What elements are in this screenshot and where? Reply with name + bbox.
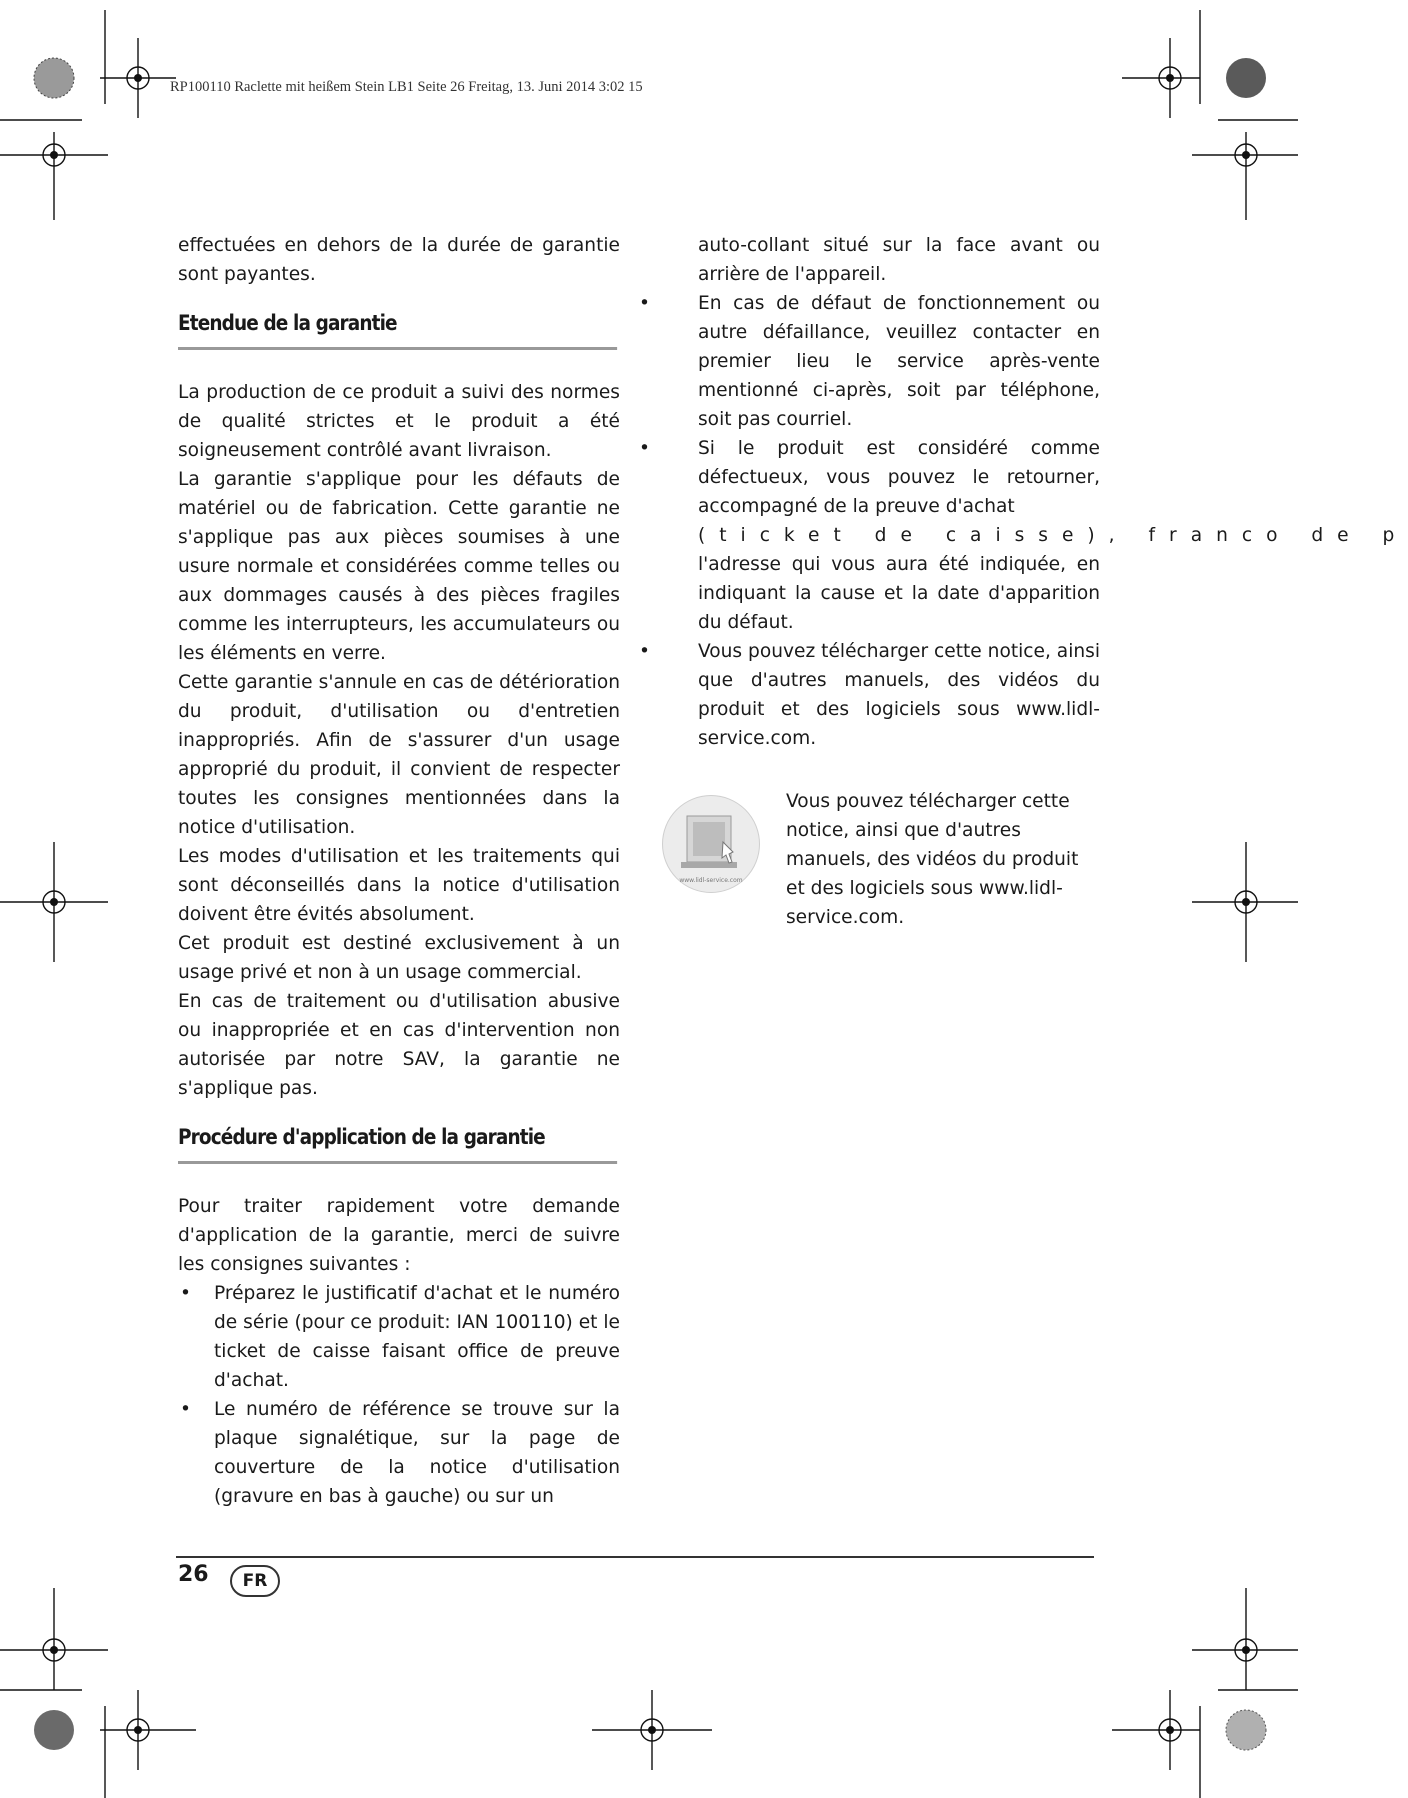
paragraph: En cas de traitement ou d'utilisation abusive ou inappropriée et en cas d'intervention non autorisée par notre SAV, la garantie ne s'applique pas. <box>178 991 620 1099</box>
tip-text: Vous pouvez télécharger cette notice, ainsi que d'autres manuels, des vidéos du produit et des logiciels sous www.lidl-service.com. <box>786 791 1079 928</box>
bullet2-start: Si le produit est considéré comme défectueux, vous pouvez le retourner, accompagné de la preuve d'achat <box>698 438 1100 517</box>
section-heading-procedure: Procédure d'application de la garantie <box>178 1123 618 1164</box>
section-heading-scope: Etendue de la garantie <box>178 309 618 350</box>
paragraph: Cet produit est destiné exclusivement à un usage privé et non à un usage commercial. <box>178 933 620 983</box>
bullet2-end: l'adresse qui vous aura été indiquée, en indiquant la cause et la date d'apparition du défaut. <box>698 554 1100 633</box>
bullet2-overflow-line: (ticket de caisse), franco de p <box>698 525 1408 546</box>
right-column <box>662 231 1408 753</box>
download-info-icon <box>662 795 760 893</box>
list-item <box>662 434 1408 637</box>
list-item: • Le numéro de référence se trouve sur la plaque signalétique, sur la page de couverture de la notice d'utilisation (gravure en bas à gauche) ou sur un <box>178 1395 620 1511</box>
procedure-list <box>178 1279 620 1511</box>
list-item: • Préparez le justificatif d'achat et le numéro de série (pour ce produit: IAN 100110) et le ticket de caisse faisant office de preuve d'achat. <box>178 1279 620 1395</box>
tip-icon-caption: www.lidl-service.com <box>679 877 743 884</box>
download-tip <box>662 787 1102 937</box>
print-slug: RP100110 Raclette mit heißem Stein LB1 Seite 26 Freitag, 13. Juni 2014 3:02 15 <box>170 79 643 95</box>
procedure-intro: Pour traiter rapidement votre demande d'application de la garantie, merci de suivre les consignes suivantes : <box>178 1196 620 1275</box>
right-list <box>662 289 1408 753</box>
intro-text: effectuées en dehors de la durée de garantie sont payantes. <box>178 235 620 285</box>
left-column <box>178 231 620 1511</box>
paragraph: La garantie s'applique pour les défauts de matériel ou de fabrication. Cette garantie ne s'applique pas aux pièces soumises à une usure normale et considérées comme telles ou aux dommages causés à des pièces fragiles comme les interrupteurs, les accumulateurs ou les éléments en verre. <box>178 469 620 664</box>
paragraph: La production de ce produit a suivi des normes de qualité strictes et le produit a été soigneusement contrôlé avant livraison. <box>178 382 620 461</box>
language-badge: FR <box>230 1565 280 1597</box>
continuation-text: auto-collant situé sur la face avant ou arrière de l'appareil. <box>698 235 1100 285</box>
paragraph: Les modes d'utilisation et les traitements qui sont déconseillés dans la notice d'utilisation doivent être évités absolument. <box>178 846 620 925</box>
paragraph: Cette garantie s'annule en cas de détérioration du produit, d'utilisation ou d'entretien inappropriés. Afin de s'assurer d'un usage approprié du produit, il convient de respecter toutes les consignes mentionnées dans la notice d'utilisation. <box>178 672 620 838</box>
footer-rule <box>176 1556 1094 1558</box>
page-number: 26 <box>178 1562 209 1587</box>
list-item: • Vous pouvez télécharger cette notice, ainsi que d'autres manuels, des vidéos du produit et des logiciels sous www.lidl-service.com. <box>662 637 1100 753</box>
list-item: • En cas de défaut de fonctionnement ou autre défaillance, veuillez contacter en premier lieu le service après-vente mentionné ci-après, soit par téléphone, soit pas courriel. <box>662 289 1100 434</box>
